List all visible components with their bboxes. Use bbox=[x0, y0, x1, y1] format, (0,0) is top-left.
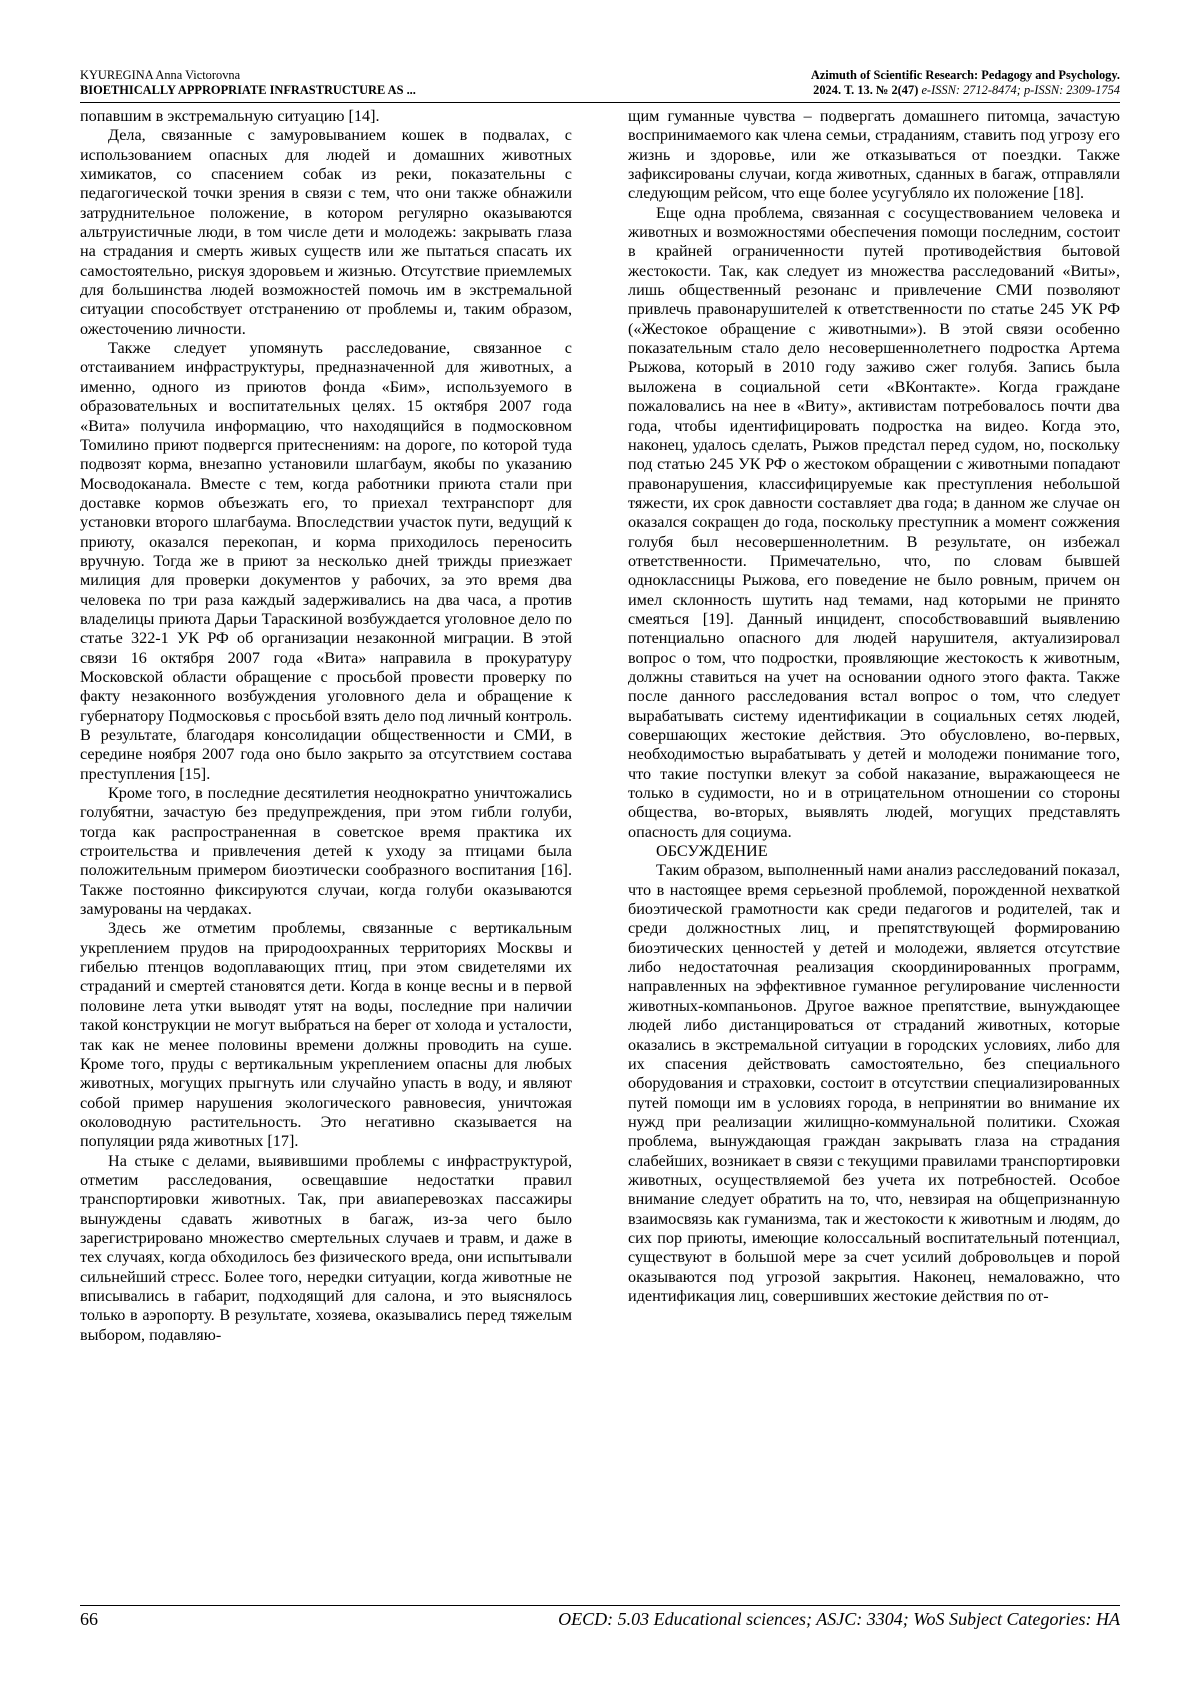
page-footer bbox=[80, 1609, 1120, 1633]
header-left bbox=[80, 68, 416, 98]
paragraph: щим гуманные чувства – подвергать домашнего питомца, зачастую воспринимаемого как члена семьи, страданиям, ставить под угрозу его жизнь и здоровье, или же отказываться от поездки. Также зафиксированы случаи, когда животных, сданных в багаж, отправляли следующим рейсом, что еще более усугубляло их положение [18]. bbox=[628, 107, 1120, 203]
footer-rule bbox=[80, 1605, 1120, 1606]
header-author: KYUREGINA Anna Victorovna bbox=[80, 68, 241, 82]
journal-page bbox=[80, 62, 1120, 1652]
left-column bbox=[80, 107, 572, 1652]
paragraph: Дела, связанные с замуровыванием кошек в подвалах, с использованием опасных для людей и домашних животных химикатов, со спасением собак из реки, показательны с педагогической точки зрения в связи с тем, что они также обнажили затруднительное положение, в котором регулярно оказываются альтруистичные люди, в том числе дети и молодежь: закрывать глаза на страдания и смерть живых существ или же пытаться спасать их самостоятельно, рискуя здоровьем и жизнью. Отсутствие приемлемых для большинства людей возможностей помочь им в экстремальной ситуации способствует отстранению от проблемы и, таким образом, ожесточению личности. bbox=[80, 126, 572, 338]
paragraph: попавшим в экстремальную ситуацию [14]. bbox=[80, 107, 380, 125]
header-rule bbox=[80, 102, 1120, 103]
page-number: 66 bbox=[80, 1609, 98, 1629]
subject-classification: OECD: 5.03 Educational sciences; ASJC: 3304; WoS Subject Categories: HA bbox=[558, 1609, 1120, 1629]
paragraph: Также следует упомянуть расследование, связанное с отстаиванием инфраструктуры, предназначенной для животных, а именно, одного из приютов фонда «Бим», используемого в образовательных и воспитательных целях. 15 октября 2007 года «Вита» получила информацию, что находящийся в подмосковном Томилино приют подвергся притеснениям: на дороге, по которой туда подвозят корма, внезапно установили шлагбаум, якобы по указанию Мосводоканала. Вместе с тем, когда работники приюта стали при доставке кормов объезжать его, то приехал техтранспорт для установки второго шлагбаума. Впоследствии участок пути, ведущий к приюту, оказался перекопан, и корма приходилось переносить вручную. Тогда же в приют за несколько дней трижды приезжает милиция для проверки документов у рабочих, за это время два человека по три раза каждый задерживались на два часа, а против владелицы приюта Дарьи Тараскиной возбуждается уголовное дело по статье 322-1 УК РФ об организации незаконной миграции. В этой связи 16 октября 2007 года «Вита» направила в прокуратуру Московской области обращение с просьбой провести проверку по факту незаконного возбуждения уголовного дела и обращение к губернатору Подмосковья с просьбой взять дело под личный контроль. В результате, благодаря консолидации общественности и СМИ, в середине ноября 2007 года оно было закрыто за отсутствием состава преступления [15]. bbox=[80, 339, 572, 783]
header-issue: 2024. Т. 13. № 2(47) bbox=[813, 83, 919, 97]
header-article-title: BIOETHICALLY APPROPRIATE INFRASTRUCTURE AS ... bbox=[80, 83, 416, 97]
right-column bbox=[628, 107, 1120, 1652]
header-right bbox=[811, 68, 1120, 98]
header-issn: e-ISSN: 2712-8474; p-ISSN: 2309-1754 bbox=[921, 83, 1120, 97]
paragraph: На стыке с делами, выявившими проблемы с инфраструктурой, отметим расследования, освещавшие недостатки правил транспортировки животных. Так, при авиаперевозках пассажиры вынуждены сдавать животных в багаж, из-за чего было зарегистрировано множество смертельных случаев и травм, и даже в тех случаях, когда обходилось без физического вреда, они испытывали сильнейший стресс. Более того, нередки ситуации, когда животные не вписывались в габарит, подходящий для салона, и это выяснялось только в аэропорту. В результате, хозяева, оказывались перед тяжелым выбором, подавляю- bbox=[80, 1151, 572, 1344]
running-header bbox=[80, 62, 1120, 102]
paragraph: Здесь же отметим проблемы, связанные с вертикальным укреплением прудов на природоохранных территориях Москвы и гибелью птенцов водоплавающих птиц, при этом свидетелями их страданий и смертей становятся дети. Когда в конце весны и в первой половине лета утки выводят утят на воды, последние при наличии такой конструкции не могут выбраться на берег от холода и усталости, так как не менее половины времени должны проводить на суше. Кроме того, пруды с вертикальным укреплением опасны для любых животных, могущих прыгнуть или случайно упасть в воду, и являют собой пример нарушения экологического равновесия, уничтожая околоводную растительность. Это негативно сказывается на популяции ряда животных [17]. bbox=[80, 919, 572, 1151]
paragraph: Еще одна проблема, связанная с сосуществованием человека и животных и возможностями обеспечения помощи последним, состоит в крайней ограниченности путей противодействия бытовой жестокости. Так, как следует из множества расследований «Виты», лишь общественный резонанс и привлечение СМИ позволяют привлечь правонарушителей к ответственности по статье 245 УК РФ («Жестокое обращение с животными»). В этой связи особенно показательным стало дело несовершеннолетнего подростка Артема Рыжова, который в 2010 году заживо сжег голубя. Запись была выложена в социальной сети «ВКонтакте». Когда граждане пожаловались на нее в «Виту», активистам потребовалось почти два года, чтобы идентифицировать подростка на видео. Когда это, наконец, удалось сделать, Рыжов предстал перед судом, но, поскольку под статью 245 УК РФ о жестоком обращении с животными попадают правонарушения, классифицируемые как преступления небольшой тяжести, их срок давности составляет два года; в данном же случае он оказался сокращен до года, поскольку преступник а момент сожжения голубя был несовершеннолетним. В результате, он избежал ответственности. Примечательно, что, по словам бывшей одноклассницы Рыжова, его поведение не было ровным, причем он имел склонность шутить над темами, над которыми не принято смеяться [19]. Данный инцидент, способствовавший выявлению потенциально опасного для людей нарушителя, актуализировал вопрос о том, что подростки, проявляющие жестокость к животным, должны ставиться на учет на основании одного этого факта. Также после данного расследования встал вопрос о том, что следует вырабатывать систему идентификации в социальных сетях людей, совершающих жестокие действия. Это обусловлено, во-первых, необходимостью вырабатывать у детей и молодежи понимание того, что такие поступки влекут за собой наказание, выражающееся не только в судимости, но и в отрицательном отношении со стороны общества, во-вторых, выявлять людей, могущих представлять опасность для социума. bbox=[628, 203, 1120, 841]
header-journal: Azimuth of Scientific Research: Pedagogy and Psychology. bbox=[810, 68, 1120, 82]
section-heading-discussion: ОБСУЖДЕНИЕ bbox=[656, 842, 768, 861]
paragraph: Таким образом, выполненный нами анализ расследований показал, что в настоящее время серьезной проблемой, порожденной нехваткой биоэтической грамотности как среди педагогов и родителей, так и среди должностных лиц, и препятствующей формированию биоэтических ценностей у детей и молодежи, является отсутствие либо недостаточная реализация скоординированных программ, направленных на эффективное гуманное регулирование численности животных-компаньонов. Другое важное препятствие, вынуждающее людей либо дистанцироваться от страданий животных, которые оказались в экстремальной ситуации в городских условиях, либо для их спасения действовать самостоятельно, без специального оборудования и страховки, состоит в отсутствии специализированных путей помощи им в условиях города, в непринятии во внимание их нужд при реализации жилищно-коммунальной политики. Схожая проблема, вынуждающая граждан закрывать глаза на страдания слабейших, возникает в связи с текущими правилами транспортировки животных, осуществляемой без учета их потребностей. Особое внимание следует обратить на то, что, невзирая на общепризнанную взаимосвязь как гуманизма, так и жестокости к животным и людям, до сих пор приюты, имеющие колоссальный воспитательный потенциал, существуют в большой мере за счет усилий добровольцев и порой оказываются под угрозой закрытия. Наконец, немаловажно, что идентификация лиц, совершивших жестокие действия по от- bbox=[628, 861, 1120, 1305]
paragraph: Кроме того, в последние десятилетия неоднократно уничтожались голубятни, зачастую без предупреждения, при этом гибли голуби, тогда как распространенная в советское время практика их строительства и привлечения детей к уходу за птицами была положительным примером биоэтически сообразного воспитания [16]. Также постоянно фиксируются случаи, когда голуби оказываются замурованы на чердаках. bbox=[80, 784, 572, 919]
